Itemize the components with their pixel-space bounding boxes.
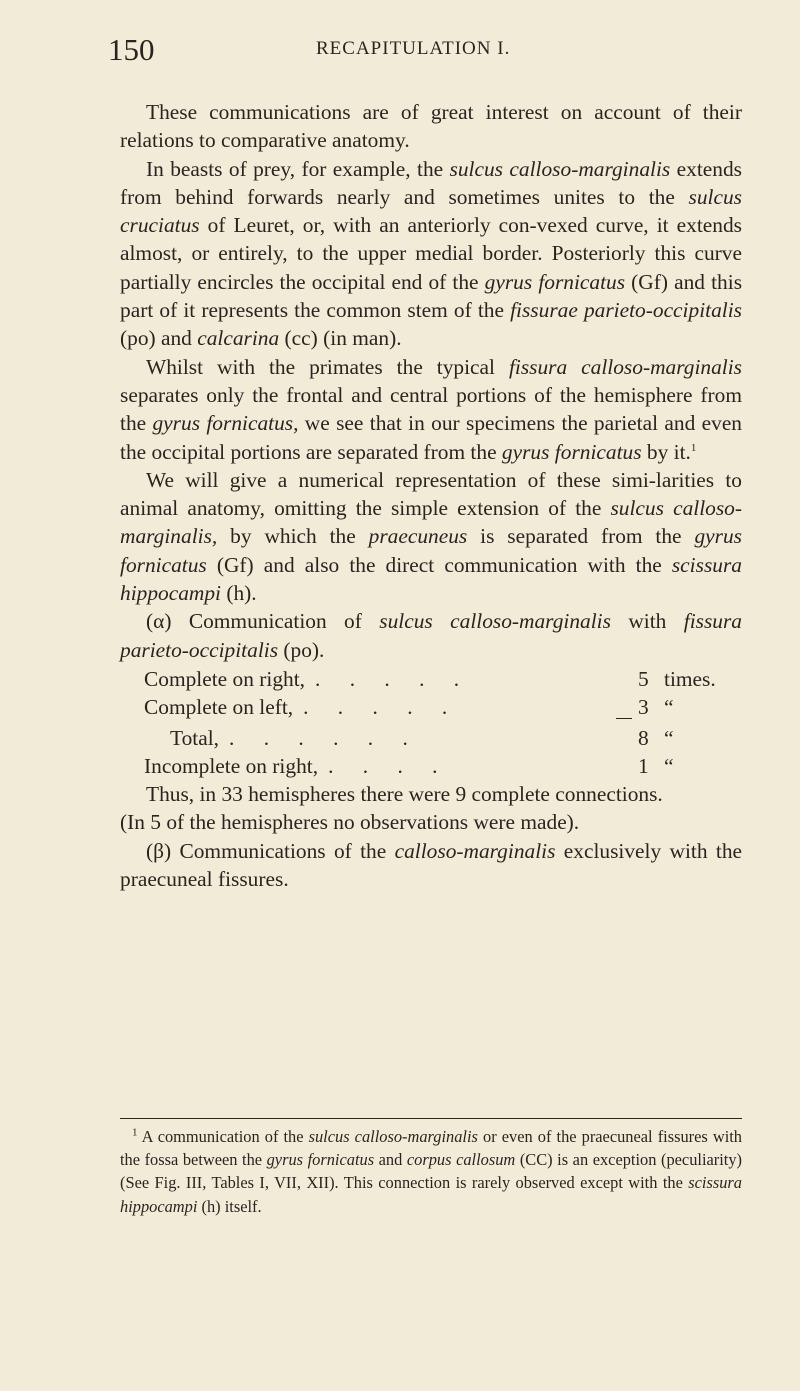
tally-leader: . . . . . (315, 666, 472, 691)
paragraph-1: These communications are of great interest on account of their relations to comparative anatomy. (120, 100, 742, 153)
italic-term: sulcus calloso-marginalis (308, 1127, 478, 1146)
sum-rule (144, 722, 742, 724)
paragraph-5 (120, 607, 742, 664)
tally-row (144, 693, 742, 721)
text-run: (po) and (120, 326, 198, 351)
text-run: (CC) is an exception (peculiarity) (See Fig. III, Tables I, VII, XII). This connection is rarely observed except with the (120, 1150, 742, 1193)
footnote-number: 1 (132, 1126, 138, 1139)
italic-term: gyrus fornicatus (484, 269, 626, 294)
text-run: Whilst with the primates the typical (146, 354, 509, 379)
tally-leader: . . . . . (303, 695, 460, 720)
text-run: is separated from the (467, 524, 695, 549)
tally-leader: . . . . . . (229, 725, 420, 750)
text-run: or even of the praecuneal fissures with the fossa between the (120, 1127, 742, 1170)
footnote-text (120, 1125, 742, 1218)
tally-unit: “ (664, 753, 674, 778)
text-run: (h). (221, 581, 257, 606)
italic-term: sulcus calloso-marginalis (379, 609, 611, 634)
text-run: with (610, 609, 684, 634)
paragraph-6: Thus, in 33 hemispheres there were 9 complete connections. (146, 782, 663, 807)
italic-term: praecuneus (368, 524, 468, 549)
italic-term: sulcus calloso-marginalis, (120, 496, 742, 549)
tally-leader: . . . . (328, 753, 450, 778)
page-number: 150 (108, 32, 155, 67)
footnote-divider (120, 1118, 742, 1119)
page-header (0, 30, 800, 70)
tally-count: 8 (638, 725, 649, 750)
italic-term: gyrus fornicatus, (152, 411, 299, 436)
italic-term: gyrus fornicatus (501, 439, 642, 464)
tally-row (144, 752, 742, 780)
text-run: A communication of the (137, 1127, 309, 1146)
tally-count: 1 (638, 753, 649, 778)
italic-term: calloso-marginalis (394, 838, 556, 863)
italic-term: scissura hippocampi (120, 552, 742, 606)
text-run: In beasts of prey, for example, the (146, 156, 450, 181)
italic-term: fissurae parieto-occipitalis (510, 298, 742, 323)
tally-unit: “ (664, 695, 674, 720)
footnote-marker: 1 (690, 441, 697, 454)
italic-term: corpus callosum (406, 1150, 516, 1170)
text-run: (Gf) and this part of it represents the common stem of the (120, 269, 743, 323)
tally-label: Total, (170, 725, 219, 750)
tally-row (144, 665, 742, 693)
text-run: (α) Communication of (146, 609, 380, 634)
italic-term: sulcus calloso-marginalis (449, 156, 671, 181)
tally-label: Complete on left, (144, 695, 294, 720)
tally-unit: “ (664, 725, 674, 750)
text-run: by which the (217, 524, 369, 549)
running-head: RECAPITULATION I. (316, 38, 511, 59)
text-run: we see that in our specimens the parietal and even the occipital portions are separated from the (120, 411, 743, 464)
text-run: extends from behind forwards nearly and sometimes unites to the (120, 156, 742, 209)
text-run: (h) itself. (197, 1196, 262, 1216)
italic-term: scissura hippocampi (120, 1173, 742, 1216)
italic-term: gyrus fornicatus (120, 524, 742, 577)
footnote (120, 1125, 742, 1218)
text-run: separates only the frontal and central portions of the hemisphere from the (120, 382, 742, 436)
italic-term: fissura calloso-marginalis (508, 354, 742, 379)
italic-term: sulcus cruciatus (120, 184, 742, 238)
tally-count: 3 (638, 695, 649, 720)
paragraph-8 (120, 837, 742, 894)
italic-term: fissura parieto-occipitalis (120, 609, 742, 662)
paragraph-4 (120, 466, 742, 607)
italic-term: calcarina (197, 326, 280, 351)
body-text (120, 98, 742, 893)
text-run: and (374, 1150, 407, 1170)
tally-label: Incomplete on right, (144, 753, 319, 778)
tally-row (144, 724, 742, 752)
text-run: (po). (278, 637, 325, 662)
tally-label: Complete on right, (144, 666, 306, 691)
italic-term: gyrus fornicatus (266, 1150, 375, 1170)
tally-table (144, 665, 742, 780)
text-run: We will give a numerical representation of these simi-larities to animal anatomy, omitting the simple extension of the (120, 467, 742, 521)
paragraph-7: (In 5 of the hemispheres no observations were made). (120, 810, 580, 835)
text-run: by it. (641, 439, 691, 464)
text-run: exclusively with the praecuneal fissures. (120, 838, 743, 892)
tally-count: 5 (638, 666, 649, 691)
text-run: (β) Communications of the (146, 838, 395, 863)
text-run: (cc) (in man). (279, 326, 402, 351)
tally-unit: times. (664, 666, 716, 691)
text-run: (Gf) and also the direct communication with the (206, 552, 672, 577)
text-run: of Leuret, or, with an anteriorly con-vexed curve, it extends almost, or entirely, to the upper medial border. Posteriorly this curve partially encircles the occipital end of the (120, 213, 742, 294)
paragraph-2 (120, 155, 742, 353)
paragraph-3 (120, 353, 742, 466)
